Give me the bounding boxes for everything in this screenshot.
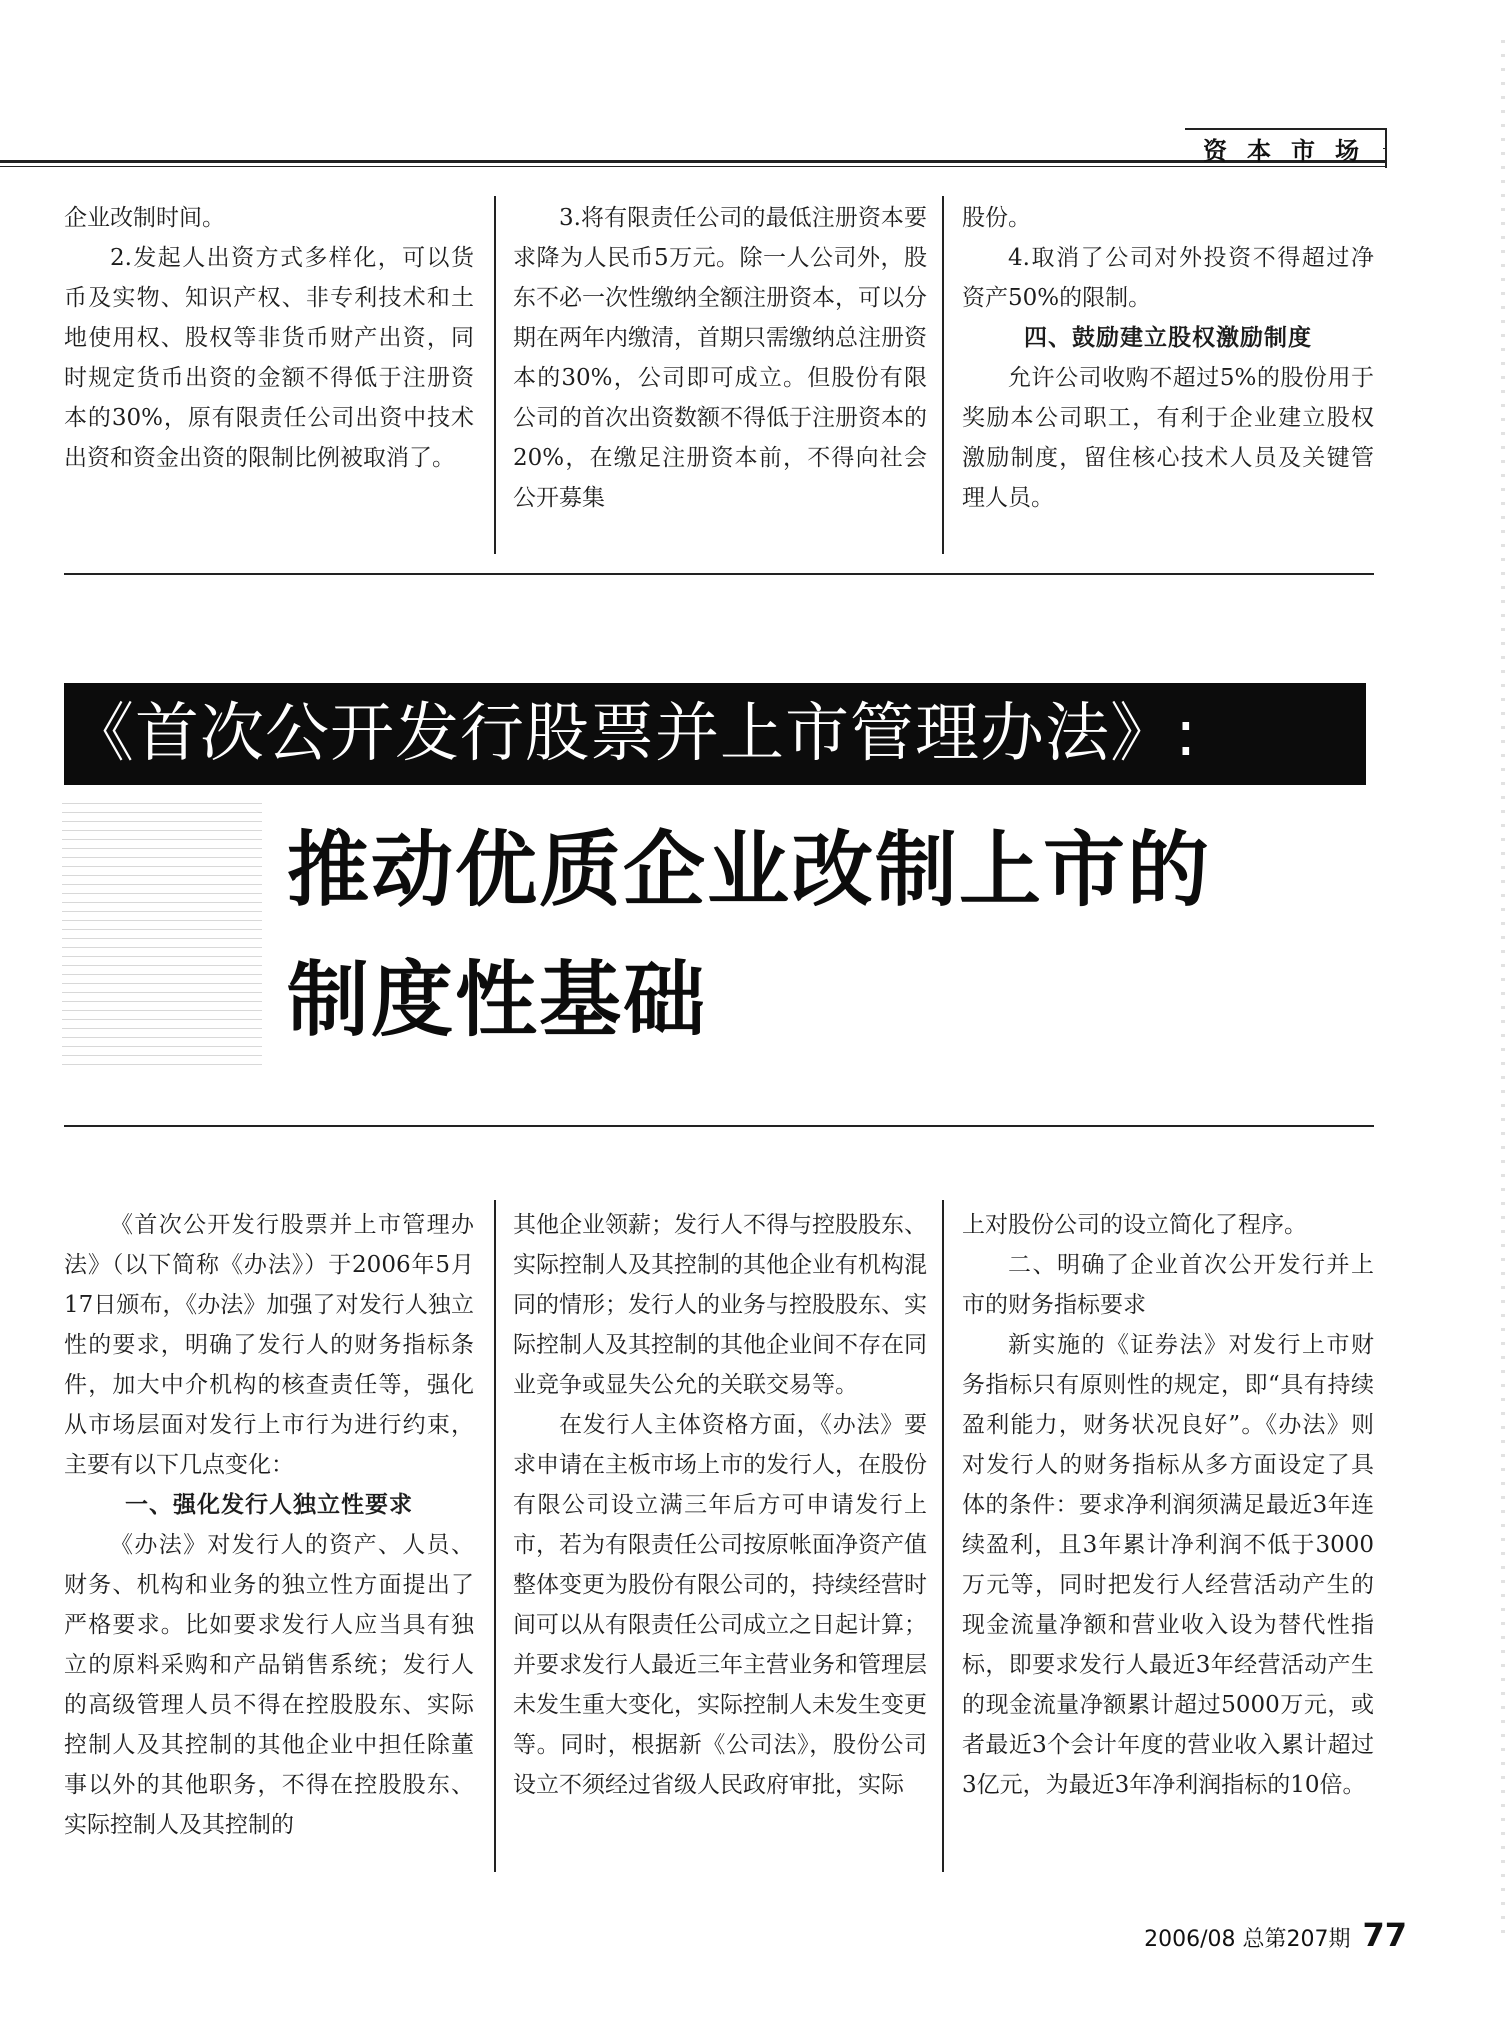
paragraph: 《办法》对发行人的资产、人员、财务、机构和业务的独立性方面提出了严格要求。比如要求发行人应当具有独立的原料采购和产品销售系统；发行人的高级管理人员不得在控股股东、实际控制人及其控制的其他企业中担任除董事以外的其他职务，不得在控股股东、实际控制人及其控制的 xyxy=(64,1532,474,1838)
top-column-1 xyxy=(64,198,474,478)
paragraph: 3.将有限责任公司的最低注册资本要求降为人民币5万元。除一人公司外，股东不必一次性缴纳全额注册资本，可以分期在两年内缴清，首期只需缴纳总注册资本的30%，公司即可成立。但股份有限公司的首次出资数额不得低于注册资本的20%，在缴足注册资本前，不得向社会公开募集 xyxy=(513,205,927,511)
column-divider xyxy=(494,196,496,554)
section-heading: 一、强化发行人独立性要求 xyxy=(125,1492,413,1518)
paragraph: 4.取消了公司对外投资不得超过净资产50%的限制。 xyxy=(962,245,1374,311)
body-column-1 xyxy=(64,1205,474,1845)
section-label: 资本市场 xyxy=(1203,137,1379,165)
header-rule-thin xyxy=(0,166,1387,167)
paragraph: 上对股份公司的设立简化了程序。 xyxy=(962,1212,1307,1238)
article-subtitle-line-1: 推动优质企业改制上市的 xyxy=(287,823,1212,918)
page-number: 77 xyxy=(1362,1916,1407,1954)
paragraph: 股份。 xyxy=(962,205,1031,231)
column-divider xyxy=(942,196,944,554)
body-column-3 xyxy=(962,1205,1374,1805)
issue-label: 2006/08 总第207期 xyxy=(1144,1927,1351,1952)
column-divider xyxy=(494,1200,496,1872)
top-column-2 xyxy=(513,198,927,518)
section-label-rule xyxy=(1185,128,1387,130)
body-column-2 xyxy=(513,1205,927,1805)
paragraph: 新实施的《证券法》对发行上市财务指标只有原则性的规定，即“具有持续盈利能力，财务状况良好”。《办法》则对发行人的财务指标从多方面设定了具体的条件：要求净利润须满足最近3年连续盈利，且3年累计净利润不低于3000万元等，同时把发行人经营活动产生的现金流量净额和营业收入设为替代性指标，即要求发行人最近3年经营活动产生的现金流量净额累计超过5000万元，或者最近3个会计年度的营业收入累计超过3亿元，为最近3年净利润指标的10倍。 xyxy=(962,1332,1374,1798)
section-heading: 四、鼓励建立股权激励制度 xyxy=(1024,325,1312,351)
header-rule xyxy=(0,160,1387,163)
section-label-side xyxy=(1385,128,1387,168)
paragraph: 允许公司收购不超过5%的股份用于奖励本公司职工，有利于企业建立股权激励制度，留住核心技术人员及关键管理人员。 xyxy=(962,365,1374,511)
decorative-texture xyxy=(62,800,262,1065)
scan-edge xyxy=(1501,40,1505,1940)
paragraph: 2.发起人出资方式多样化，可以货币及实物、知识产权、非专利技术和土地使用权、股权等非货币财产出资，同时规定货币出资的金额不得低于注册资本的30%，原有限责任公司出资中技术出资和资金出资的限制比例被取消了。 xyxy=(64,245,474,471)
paragraph: 在发行人主体资格方面，《办法》要求申请在主板市场上市的发行人，在股份有限公司设立满三年后方可申请发行上市，若为有限责任公司按原帐面净资产值整体变更为股份有限公司的，持续经营时间可以从有限责任公司成立之日起计算；并要求发行人最近三年主营业务和管理层未发生重大变化，实际控制人未发生变更等。同时，根据新《公司法》，股份公司设立不须经过省级人民政府审批，实际 xyxy=(513,1412,927,1798)
paragraph: 《首次公开发行股票并上市管理办法》（以下简称《办法》）于2006年5月17日颁布，《办法》加强了对发行人独立性的要求，明确了发行人的财务指标条件，加大中介机构的核查责任等，强化从市场层面对发行上市行为进行约束，主要有以下几点变化： xyxy=(64,1212,474,1478)
column-divider xyxy=(942,1200,944,1872)
page-footer xyxy=(1144,1916,1407,1954)
paragraph: 企业改制时间。 xyxy=(64,205,225,231)
paragraph: 其他企业领薪；发行人不得与控股股东、实际控制人及其控制的其他企业有机构混同的情形；发行人的业务与控股股东、实际控制人及其控制的其他企业间不存在同业竞争或显失公允的关联交易等。 xyxy=(513,1212,927,1398)
article-title: 《首次公开发行股票并上市管理办法》: xyxy=(64,683,1366,785)
section-separator xyxy=(64,573,1374,575)
paragraph: 二、明确了企业首次公开发行并上市的财务指标要求 xyxy=(962,1252,1374,1318)
title-separator xyxy=(64,1125,1374,1127)
top-column-3 xyxy=(962,198,1374,518)
article-subtitle-line-2: 制度性基础 xyxy=(287,953,708,1048)
